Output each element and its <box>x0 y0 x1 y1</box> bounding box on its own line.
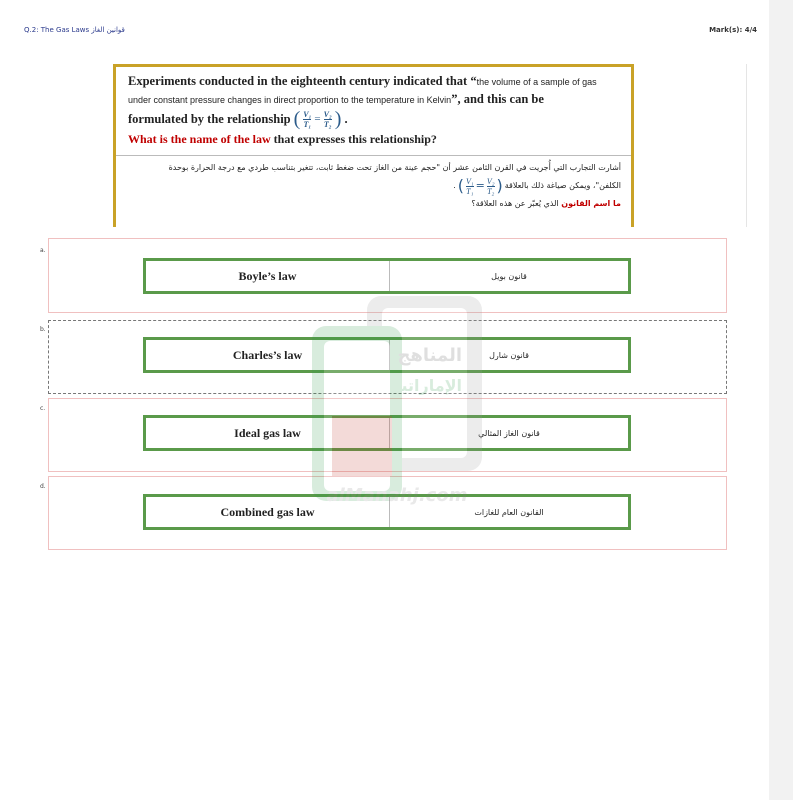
option-c-ar: قانون الغاز المثالي <box>478 428 540 438</box>
option-d[interactable] <box>48 476 727 550</box>
fraction-v1-t1: $\frac{\text{V₁}}{\text{T₁}}$ <box>303 109 312 129</box>
scrollbar-track[interactable] <box>769 0 793 800</box>
option-c[interactable] <box>48 398 727 472</box>
question-text-ar: أشارت التجارب التي أُجريت في القرن الثامن عشر أن "حجم عينة من الغاز تحت ضغط ثابت، تتغير بتناسب طردي مع درجة الحرارة بوحدة . ( $\frac{\text{V₁}}{\text{T₁}}$ = $\frac{\text{V₂}}{\text{T₂}}$ ) الكلفن"، ويمكن صياغة ذلك بالعلاقة ما اسم القانون الذي يُعبّر عن هذه العلاقة؟ <box>128 160 621 212</box>
formula-line: formulated by the relationship ( $\frac{\text{V₁}}{\text{T₁}}$ = $\frac{\text{V₂}}{\text{T₂}}$ ) . <box>128 108 348 130</box>
option-c-en: Ideal gas law <box>146 418 390 448</box>
option-letter-d: d. <box>40 483 46 490</box>
marks-label: Mark(s): 4/4 <box>709 26 757 34</box>
option-b-ar: قانون شارل <box>489 350 529 360</box>
fraction-v2-t2: $\frac{\text{V₂}}{\text{T₂}}$ <box>323 109 332 129</box>
option-b[interactable] <box>48 320 727 394</box>
divider <box>116 155 631 156</box>
option-b-en: Charles’s law <box>146 340 390 370</box>
option-a-ar: قانون بويل <box>491 271 527 281</box>
question-text-en: Experiments conducted in the eighteenth century indicated that “the volume of a sample of gas under constant pressure changes in direct proportion to the temperature in Kelvin”, and this can be <box>128 74 597 106</box>
option-c-table <box>143 415 631 451</box>
question-label: Q.2: The Gas Laws قوانين الغاز <box>24 26 125 34</box>
option-letter-a: a. <box>40 247 46 254</box>
question-prompt-ar: ما اسم القانون الذي يُعبّر عن هذه العلاقة؟ <box>471 199 621 208</box>
option-a-table <box>143 258 631 294</box>
option-d-ar: القانون العام للغازات <box>474 507 544 517</box>
panel-edge <box>746 64 747 227</box>
question-prompt-en: What is the name of the law that expresses this relationship? <box>128 132 437 146</box>
option-b-table <box>143 337 631 373</box>
question-image <box>113 64 634 227</box>
option-letter-b: b. <box>40 326 46 333</box>
option-a-en: Boyle’s law <box>146 261 390 291</box>
watermark-text-2: الإماراتية <box>391 376 462 395</box>
question-quote: the volume of a sample of gas under constant pressure changes in direct proportion to the temperature in Kelvin <box>128 77 597 105</box>
option-a[interactable] <box>48 238 727 313</box>
option-letter-c: c. <box>40 405 46 412</box>
option-d-table <box>143 494 631 530</box>
option-d-en: Combined gas law <box>146 497 390 527</box>
